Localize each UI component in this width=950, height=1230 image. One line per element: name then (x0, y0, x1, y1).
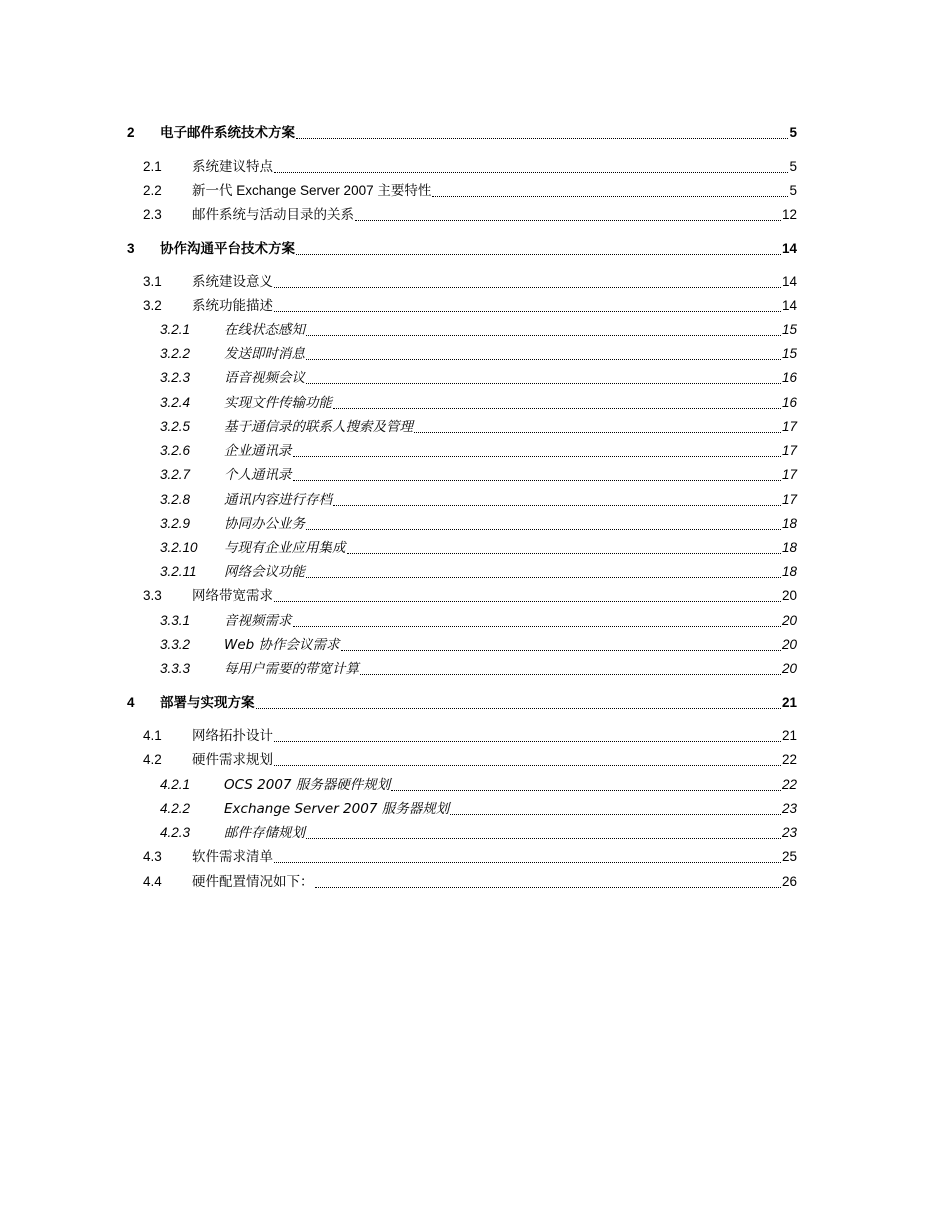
toc-entry-number: 3.3.2 (160, 637, 191, 652)
toc-entry-title: OCS 2007 服务器硬件规划 (224, 777, 391, 793)
dot-leader (341, 650, 781, 651)
toc-entry-number: 4 (127, 695, 135, 710)
toc-entry-title: 系统功能描述 (192, 298, 273, 313)
toc-entry-number: 4.3 (143, 849, 162, 864)
toc-entry-page: 14 (781, 298, 797, 313)
toc-entry-number: 2.1 (143, 159, 162, 174)
toc-entry-title: Web 协作会议需求 (224, 637, 340, 653)
toc-entry-number: 3.2.11 (160, 564, 197, 579)
toc-entry[interactable] (0, 440, 797, 462)
toc-entry-number: 3.3 (143, 588, 162, 603)
dot-leader (274, 287, 781, 288)
toc-entry[interactable] (0, 774, 797, 796)
toc-entry-page: 20 (781, 661, 797, 676)
toc-entry-number: 3.2.3 (160, 370, 191, 385)
toc-entry-title: 邮件存储规划 (224, 825, 305, 841)
toc-entry-number: 3.2.4 (160, 395, 191, 410)
toc-entry-page: 5 (789, 183, 797, 198)
toc-entry-title: 软件需求清单 (192, 849, 273, 864)
toc-entry-page: 17 (781, 467, 797, 482)
toc-entry-page: 14 (781, 274, 797, 289)
dot-leader (306, 529, 781, 530)
toc-entry[interactable] (0, 537, 797, 559)
toc-entry[interactable] (0, 610, 797, 632)
dot-leader (360, 674, 781, 675)
dot-leader (306, 577, 781, 578)
toc-entry-page: 18 (781, 516, 797, 531)
dot-leader (306, 359, 781, 360)
dot-leader (274, 172, 788, 173)
toc-entry-page: 22 (781, 777, 797, 792)
toc-entry-number: 4.2.2 (160, 801, 191, 816)
toc-entry-page: 14 (781, 241, 797, 256)
toc-entry[interactable] (0, 658, 797, 680)
toc-entry-page: 23 (781, 825, 797, 840)
dot-leader (391, 790, 781, 791)
toc-entry-number: 3.2.9 (160, 516, 191, 531)
toc-entry-title: 与现有企业应用集成 (224, 540, 346, 556)
toc-entry-page: 5 (789, 159, 797, 174)
toc-entry-title: 邮件系统与活动目录的关系 (192, 207, 354, 222)
toc-entry-number: 3.3.3 (160, 661, 191, 676)
toc-entry[interactable] (0, 122, 797, 144)
toc-entry[interactable] (0, 204, 797, 226)
toc-entry-number: 4.2.1 (160, 777, 191, 792)
dot-leader (306, 335, 781, 336)
toc-entry-number: 3.2.10 (160, 540, 198, 555)
toc-entry[interactable] (0, 846, 797, 868)
dot-leader (296, 254, 781, 255)
toc-entry-title: 系统建议特点 (192, 159, 273, 174)
toc-entry-page: 15 (781, 322, 797, 337)
toc-entry-title: 新一代 Exchange Server 2007 主要特性 (192, 183, 432, 198)
dot-leader (315, 887, 781, 888)
toc-entry-page: 26 (781, 874, 797, 889)
toc-entry-page: 21 (781, 728, 797, 743)
toc-entry[interactable] (0, 271, 797, 293)
toc-entry-number: 4.2.3 (160, 825, 191, 840)
dot-leader (293, 480, 781, 481)
toc-entry-title: 通讯内容进行存档 (224, 492, 332, 508)
toc-entry-page: 18 (781, 540, 797, 555)
toc-entry-number: 4.2 (143, 752, 162, 767)
toc-entry-title: 基于通信录的联系人搜索及管理 (224, 419, 413, 435)
toc-entry[interactable] (0, 725, 797, 747)
toc-entry[interactable] (0, 513, 797, 535)
dot-leader (333, 408, 781, 409)
dot-leader (306, 383, 781, 384)
toc-entry-number: 2.3 (143, 207, 162, 222)
toc-entry-title: 网络会议功能 (224, 564, 305, 580)
toc-entry-title: Exchange Server 2007 服务器规划 (224, 801, 450, 817)
toc-entry-title: 系统建设意义 (192, 274, 273, 289)
toc-entry-page: 17 (781, 419, 797, 434)
toc-entry-page: 16 (781, 395, 797, 410)
toc-entry-number: 4.1 (143, 728, 162, 743)
dot-leader (274, 311, 781, 312)
toc-entry-number: 3.2.2 (160, 346, 191, 361)
toc-entry[interactable] (0, 561, 797, 583)
toc-entry-title: 企业通讯录 (224, 443, 292, 459)
toc-entry-number: 3.2.8 (160, 492, 191, 507)
toc-entry[interactable] (0, 392, 797, 414)
toc-entry-title: 每用户需要的带宽计算 (224, 661, 359, 677)
toc-entry-title: 网络带宽需求 (192, 588, 273, 603)
toc-entry[interactable] (0, 871, 797, 893)
dot-leader (296, 138, 788, 139)
toc-entry-page: 20 (781, 588, 797, 603)
dot-leader (450, 814, 781, 815)
dot-leader (293, 456, 781, 457)
toc-entry-title: 在线状态感知 (224, 322, 305, 338)
dot-leader (347, 553, 781, 554)
toc-entry-title: 网络拓扑设计 (192, 728, 273, 743)
toc-entry[interactable] (0, 798, 797, 820)
toc-entry-title: 电子邮件系统技术方案 (160, 125, 295, 140)
toc-entry-number: 3.1 (143, 274, 162, 289)
toc-entry-title: 协同办公业务 (224, 516, 305, 532)
toc-entry[interactable] (0, 156, 797, 178)
toc-entry[interactable] (0, 489, 797, 511)
toc-entry-title: 部署与实现方案 (160, 695, 255, 710)
toc-entry-number: 3.2.7 (160, 467, 191, 482)
toc-entry-page: 17 (781, 492, 797, 507)
dot-leader (256, 708, 781, 709)
dot-leader (432, 196, 788, 197)
toc-entry-page: 16 (781, 370, 797, 385)
toc-entry[interactable] (0, 634, 797, 656)
toc-entry-title: 协作沟通平台技术方案 (160, 241, 295, 256)
toc-entry-title: 音视频需求 (224, 613, 292, 629)
toc-entry-title: 硬件配置情况如下： (192, 874, 314, 889)
toc-entry[interactable] (0, 238, 797, 260)
toc-entry-number: 4.4 (143, 874, 162, 889)
dot-leader (274, 765, 781, 766)
toc-entry[interactable] (0, 367, 797, 389)
toc-entry[interactable] (0, 464, 797, 486)
toc-entry[interactable] (0, 692, 797, 714)
toc-entry-number: 2.2 (143, 183, 162, 198)
toc-entry-page: 18 (781, 564, 797, 579)
toc-entry[interactable] (0, 749, 797, 771)
toc-entry-number: 2 (127, 125, 135, 140)
toc-entry-title: 实现文件传输功能 (224, 395, 332, 411)
dot-leader (306, 838, 781, 839)
dot-leader (414, 432, 781, 433)
toc-entry-number: 3.3.1 (160, 613, 191, 628)
toc-entry-title: 硬件需求规划 (192, 752, 273, 767)
toc-entry-page: 25 (781, 849, 797, 864)
toc-entry-title: 语音视频会议 (224, 370, 305, 386)
toc-entry-title: 个人通讯录 (224, 467, 292, 483)
dot-leader (274, 862, 781, 863)
toc-entry[interactable] (0, 416, 797, 438)
toc-entry[interactable] (0, 295, 797, 317)
toc-entry-page: 21 (781, 695, 797, 710)
toc-entry-number: 3.2.1 (160, 322, 191, 337)
toc-entry-number: 3 (127, 241, 135, 256)
toc-entry-page: 15 (781, 346, 797, 361)
dot-leader (274, 741, 781, 742)
toc-entry-number: 3.2 (143, 298, 162, 313)
toc-entry[interactable] (0, 319, 797, 341)
toc-entry-page: 20 (781, 637, 797, 652)
toc-entry-page: 5 (789, 125, 797, 140)
toc-entry-number: 3.2.6 (160, 443, 191, 458)
toc-entry-page: 17 (781, 443, 797, 458)
toc-entry[interactable] (0, 180, 797, 202)
toc-entry-page: 20 (781, 613, 797, 628)
toc-entry-title: 发送即时消息 (224, 346, 305, 362)
toc-entry-page: 12 (781, 207, 797, 222)
toc-entry[interactable] (0, 585, 797, 607)
toc-entry-page: 23 (781, 801, 797, 816)
dot-leader (355, 220, 781, 221)
toc-entry-page: 22 (781, 752, 797, 767)
dot-leader (274, 601, 781, 602)
toc-entry[interactable] (0, 343, 797, 365)
toc-entry[interactable] (0, 822, 797, 844)
toc-entry-number: 3.2.5 (160, 419, 191, 434)
dot-leader (333, 505, 781, 506)
dot-leader (293, 626, 781, 627)
